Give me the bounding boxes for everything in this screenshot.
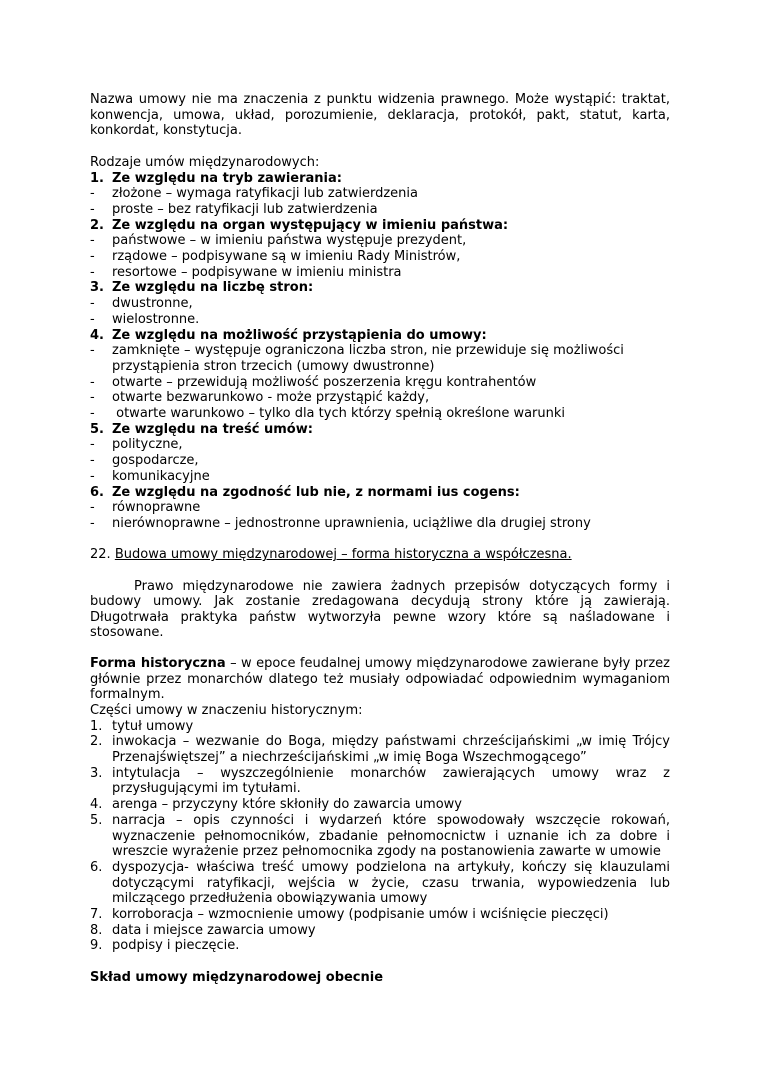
list-item: państwowe – w imieniu państwa występuje prezydent, <box>112 233 467 249</box>
dash-bullet: - <box>90 515 95 531</box>
dash-bullet: - <box>90 343 95 359</box>
final-heading: Skład umowy międzynarodowej obecnie <box>90 969 384 985</box>
list-item: otwarte bezwarunkowo - może przystąpić każdy, <box>112 390 430 406</box>
category-title: Ze względu na liczbę stron: <box>112 280 314 296</box>
part-number: 8. <box>90 922 103 938</box>
part-number: 1. <box>90 718 103 734</box>
list-item: intytulacja – wyszczególnienie monarchów zawierających umowy wraz z przysługującymi im tytułami. <box>112 765 670 797</box>
dash-bullet: - <box>90 311 95 327</box>
dash-bullet: - <box>90 186 95 202</box>
document-page <box>90 92 670 986</box>
dash-bullet: - <box>90 249 95 265</box>
spacer <box>90 954 670 970</box>
types-heading: Rodzaje umów międzynarodowych: <box>90 154 320 170</box>
dash-bullet: - <box>90 201 95 217</box>
list-item: równoprawne <box>112 500 201 516</box>
prawo-paragraph: Prawo międzynarodowe nie zawiera żadnych przepisów dotyczących formy i budowy umowy. Jak zostanie zredagowana decydują strony które ją zawierają. Długotrwała praktyka państw wytworzyła pewne wzory które są naśladowane i stosowane. <box>90 578 670 641</box>
category-2 <box>90 218 670 281</box>
dash-bullet: - <box>90 437 95 453</box>
dash-bullet: - <box>90 500 95 516</box>
historical-paragraph <box>90 656 670 703</box>
list-item: zamknięte – występuje ograniczona liczba stron, nie przewiduje się możliwości przystąpienia stron trzecich (umowy dwustronne) <box>112 343 624 374</box>
list-item: resortowe – podpisywane w imieniu ministra <box>112 264 402 280</box>
list-item: polityczne, <box>112 437 183 453</box>
spacer <box>90 641 670 657</box>
category-4 <box>90 328 670 422</box>
list-item: tytuł umowy <box>112 718 194 734</box>
spacer <box>90 139 670 155</box>
category-number: 6. <box>90 484 104 500</box>
list-item: otwarte – przewidują możliwość poszerzenia kręgu kontrahentów <box>112 374 537 390</box>
dash-bullet: - <box>90 453 95 469</box>
list-item: otwarte warunkowo – tylko dla tych którzy spełnią określone warunki <box>112 406 566 422</box>
category-1 <box>90 171 670 218</box>
part-number: 6. <box>90 859 103 875</box>
category-5 <box>90 422 670 485</box>
dash-bullet: - <box>90 264 95 280</box>
list-item: data i miejsce zawarcia umowy <box>112 922 316 938</box>
category-number: 3. <box>90 280 104 296</box>
list-item: narracja – opis czynności i wydarzeń które spowodowały wszczęcie rokowań, wyznaczenie pełnomocników, zbadanie pełnomocnictw i uznanie ich za dobre i wreszcie wyrażenie przez pełnomocnika zgody na postanowienia zawarte w umowie <box>112 812 670 860</box>
category-3 <box>90 280 670 327</box>
list-item: komunikacyjne <box>112 468 210 484</box>
list-item: inwokacja – wezwanie do Boga, między państwami chrześcijańskimi „w imię Trójcy Przenajświętszej” a niechrześcijańskimi „w imię Boga Wszechmogącego” <box>112 734 670 766</box>
section-number: 22. <box>90 547 111 563</box>
list-item: podpisy i pieczęcie. <box>112 938 240 954</box>
list-item: rządowe – podpisywane są w imieniu Rady Ministrów, <box>112 249 461 265</box>
category-title: Ze względu na treść umów: <box>112 421 313 437</box>
intro-paragraph: Nazwa umowy nie ma znaczenia z punktu widzenia prawnego. Może wystąpić: traktat, konwencja, umowa, układ, porozumienie, deklaracja, protokół, pakt, statut, karta, konkordat, konstytucja. <box>90 92 670 139</box>
list-item: arenga – przyczyny które skłoniły do zawarcia umowy <box>112 797 463 813</box>
list-item: gospodarcze, <box>112 453 199 469</box>
section-22-heading <box>90 547 670 563</box>
list-item: proste – bez ratyfikacji lub zatwierdzenia <box>112 201 378 217</box>
list-item: dyspozycja- właściwa treść umowy podzielona na artykuły, kończy się klauzulami dotyczącymi ratyfikacji, wejścia w życie, czasu trwania, wypowiedzenia lub milczącego przedłużenia obowiązywania umowy <box>112 859 670 907</box>
category-title: Ze względu na zgodność lub nie, z normami ius cogens: <box>112 484 520 500</box>
category-title: Ze względu na możliwość przystąpienia do umowy: <box>112 327 487 343</box>
part-number: 2. <box>90 734 103 750</box>
list-item: korroboracja – wzmocnienie umowy (podpisanie umów i wciśnięcie pieczęci) <box>112 907 609 923</box>
category-title: Ze względu na tryb zawierania: <box>112 170 342 186</box>
list-item: złożone – wymaga ratyfikacji lub zatwierdzenia <box>112 186 418 202</box>
part-number: 7. <box>90 907 103 923</box>
dash-bullet: - <box>90 374 95 390</box>
parts-heading: Części umowy w znaczeniu historycznym: <box>90 702 363 718</box>
part-number: 4. <box>90 797 103 813</box>
dash-bullet: - <box>90 233 95 249</box>
category-number: 2. <box>90 217 104 233</box>
category-number: 5. <box>90 421 104 437</box>
category-title: Ze względu na organ występujący w imieniu państwa: <box>112 217 509 233</box>
category-number: 1. <box>90 170 104 186</box>
list-item: nierównoprawne – jednostronne uprawnienia, uciążliwe dla drugiej strony <box>112 515 591 531</box>
parts-list <box>90 719 670 955</box>
spacer <box>90 563 670 579</box>
dash-bullet: - <box>90 296 95 312</box>
list-item: dwustronne, <box>112 296 193 312</box>
dash-bullet: - <box>90 390 95 406</box>
part-number: 9. <box>90 938 103 954</box>
dash-bullet: - <box>90 468 95 484</box>
section-title: Budowa umowy międzynarodowej – forma historyczna a współczesna. <box>114 547 572 563</box>
spacer <box>90 532 670 548</box>
historical-label: Forma historyczna <box>90 656 226 672</box>
part-number: 5. <box>90 812 103 828</box>
category-6 <box>90 485 670 532</box>
list-item: wielostronne. <box>112 311 200 327</box>
dash-bullet: - <box>90 406 95 422</box>
category-number: 4. <box>90 327 104 343</box>
historical-text: – w epoce feudalnej umowy międzynarodowe zawierane były przez głównie przez monarchów dlatego też musiały odpowiadać odpowiednim wymaganiom formalnym. <box>90 656 670 703</box>
part-number: 3. <box>90 765 103 781</box>
